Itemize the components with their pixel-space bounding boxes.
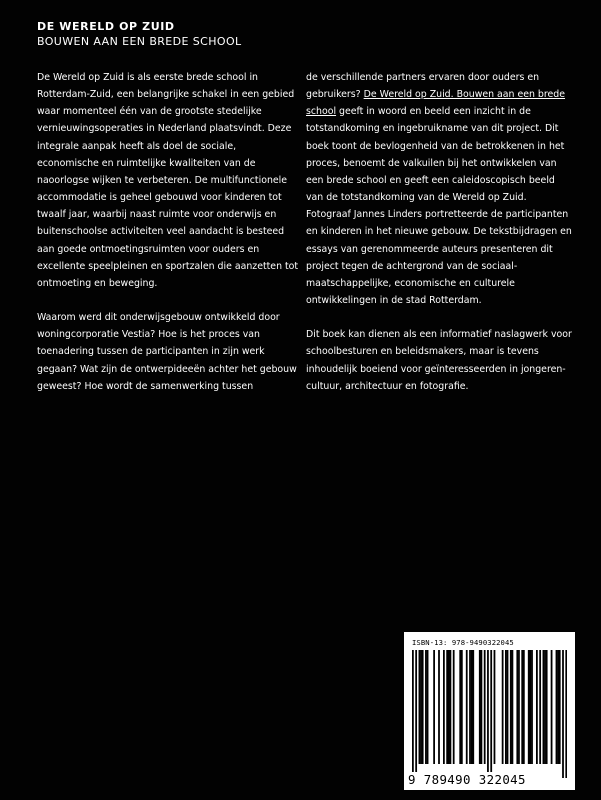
barcode-bar — [453, 650, 455, 764]
barcode-bar — [562, 650, 564, 778]
barcode-bar — [502, 650, 504, 764]
barcode-bar — [466, 650, 468, 764]
barcode-bar — [559, 650, 561, 764]
barcode-bar — [516, 650, 518, 764]
barcode-bar — [450, 650, 452, 764]
right-text-column — [306, 69, 574, 412]
barcode-bar — [546, 650, 548, 764]
barcode-bar — [531, 650, 533, 764]
barcode-bar — [544, 650, 546, 764]
barcode-bar — [433, 650, 435, 764]
right-paragraph-2: Dit boek kan dienen als een informatief naslagwerk voor schoolbesturen en beleidsmakers, maar is tevens inhoudelijk boeiend voor geïnteresseerden in jongeren-cultuur, architectuur en fotografie. — [306, 329, 572, 392]
barcode-bar — [479, 650, 481, 764]
barcode-bar — [415, 650, 417, 778]
barcode-bar — [446, 650, 448, 764]
book-subtitle: BOUWEN AAN EEN BREDE SCHOOL — [37, 35, 242, 48]
barcode-bar — [412, 650, 414, 778]
barcode-bar — [556, 650, 558, 764]
barcode-bar — [422, 650, 424, 764]
barcode-digits: 9 789490 322045 — [408, 772, 526, 787]
barcode-bar — [557, 650, 559, 764]
barcode-bar — [543, 650, 545, 764]
barcode-bar — [528, 650, 530, 764]
barcode-bar — [565, 650, 567, 778]
barcode-bar — [512, 650, 514, 764]
isbn-barcode — [404, 632, 575, 790]
barcode-bar — [487, 650, 489, 778]
barcode-bar — [481, 650, 483, 764]
barcode-bar — [529, 650, 531, 764]
right-paragraph-1 — [306, 69, 574, 309]
barcode-bar — [518, 650, 520, 764]
barcode-bar — [420, 650, 422, 764]
barcode-bar — [523, 650, 525, 764]
barcode-bar — [536, 650, 538, 764]
isbn-label: ISBN-13: 978-9490322045 — [412, 638, 514, 647]
barcode-bar — [469, 650, 471, 764]
barcode-bar — [448, 650, 450, 764]
barcode-bars-icon — [412, 650, 567, 778]
barcode-bar — [507, 650, 509, 764]
barcode-bar — [494, 650, 496, 764]
barcode-bar — [521, 650, 523, 764]
barcode-bar — [471, 650, 473, 764]
barcode-bar — [539, 650, 541, 764]
barcode-bar — [551, 650, 553, 764]
barcode-bar — [461, 650, 463, 764]
barcode-bar — [419, 650, 421, 764]
right-paragraph-1-rest: geeft in woord en beeld een inzicht in de totstandkoming en ingebruikname van dit project. Dit boek toont de bevlogenheid van de betrokkenen in het proces, benoemt de valkuilen bij het ontwikkelen van een brede school en geeft een caleidoscopisch beeld van de totstandkoming van de Wereld op Zuid. Fotograaf Jannes Linders portretteerde de participanten en kinderen in het nieuwe gebouw. De tekstbijdragen en essays van gerenommeerde auteurs presenteren dit project tegen de achtergrond van de sociaal-maatschappelijke, economische en culturele ontwikkelingen in de stad Rotterdam. — [306, 106, 572, 307]
barcode-bar — [490, 650, 492, 778]
barcode-bar — [425, 650, 427, 764]
book-title: DE WERELD OP ZUID — [37, 20, 175, 33]
left-text-column — [37, 69, 299, 412]
barcode-bar — [484, 650, 486, 764]
barcode-bar — [505, 650, 507, 764]
barcode-bar — [472, 650, 474, 764]
barcode-bar — [427, 650, 429, 764]
barcode-bar — [443, 650, 445, 764]
right-paragraph-1-start: de verschillende partners ervaren door ouders en gebruikers? — [306, 72, 540, 101]
barcode-bar — [510, 650, 512, 764]
barcode-bar — [438, 650, 440, 764]
left-paragraph-2: Waarom werd dit onderwijsgebouw ontwikkeld door woningcorporatie Vestia? Hoe is het proces van toenadering tussen de participanten in zijn werk gegaan? Wat zijn de ontwerpideeën achter het gebouw geweest? Hoe wordt de samenwerking tussen — [37, 312, 297, 392]
left-paragraph-1: De Wereld op Zuid is als eerste brede school in Rotterdam-Zuid, een belangrijke schakel in een gebied waar momenteel één van de grootste stedelijke vernieuwingsoperaties in Nederland plaatsvindt. Deze integrale aanpak heeft als doel de sociale, economische en ruimtelijke kwaliteiten van de naoorlogse wijken te verbeteren. De multifunctionele accommodatie is geheel gebouwd voor kinderen tot twaalf jaar, waarbij naast ruimte voor onderwijs en buitenschoolse activiteiten veel aandacht is besteed aan goede ontmoetingsruimten voor ouders en excellente speelpleinen en sportzalen die aanzetten tot ontmoeting en beweging. — [37, 72, 299, 289]
book-title-reference: De Wereld op Zuid. Bouwen aan een brede school — [306, 89, 566, 118]
barcode-bar — [459, 650, 461, 764]
